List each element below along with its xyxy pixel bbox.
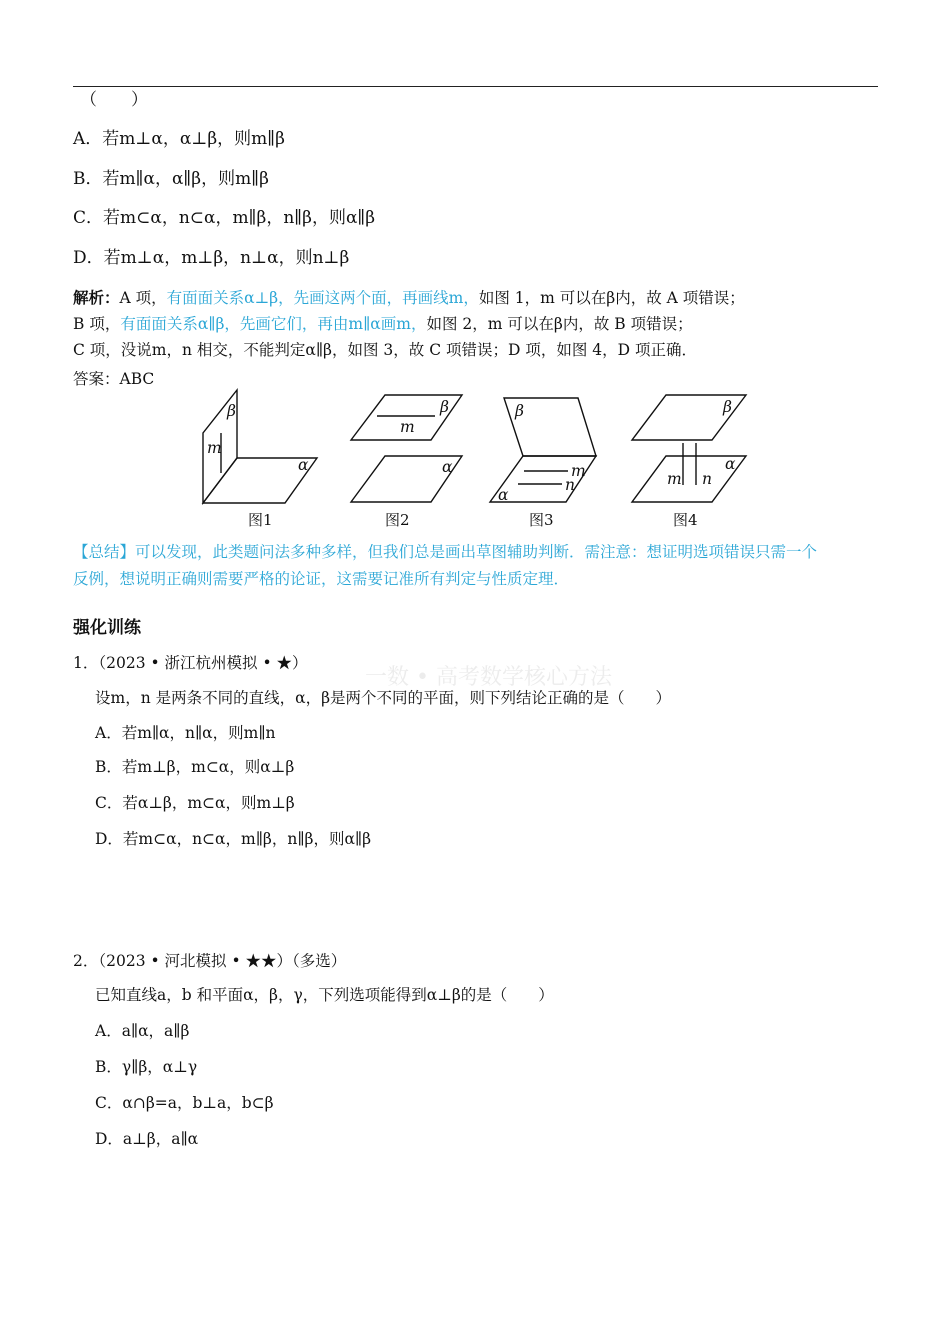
fig1-label-m: m <box>207 439 222 457</box>
analysis-text: 如图 2，m 可以在β内，故 B 项错误； <box>426 315 693 333</box>
fig4-label-n: n <box>702 470 712 488</box>
section-title: 强化训练 <box>73 618 141 638</box>
option-c: C．若m⊂α，n⊂α，m∥β，n∥β，则α∥β <box>73 208 376 228</box>
analysis-hint: 有面面关系α∥β，先画它们，再由m∥α画m， <box>120 315 427 333</box>
fig4-label-alpha: α <box>725 455 736 473</box>
analysis-line-1 <box>73 287 745 309</box>
option-a: A．若m⊥α，α⊥β，则m∥β <box>73 129 285 149</box>
answer-value: ABC <box>119 370 155 388</box>
option-d: D．若m⊥α，m⊥β，n⊥α，则n⊥β <box>73 248 350 268</box>
summary-tag: 【总结】 <box>73 543 136 561</box>
figure-2 <box>349 393 467 505</box>
q2-option-c: C．α∩β=a，b⊥a，b⊂β <box>95 1094 274 1112</box>
analysis-text: 如图 1，m 可以在β内，故 A 项错误； <box>478 289 745 307</box>
fig3-label-n: n <box>565 476 575 494</box>
analysis-text: B 项， <box>73 315 121 333</box>
fig3-label-m: m <box>571 462 586 480</box>
q1-stem: 设m，n 是两条不同的直线，α，β是两个不同的平面，则下列结论正确的是（ ） <box>95 689 672 707</box>
figure-caption-1: 图1 <box>248 511 273 529</box>
q2-stem: 已知直线a，b 和平面α，β，γ，下列选项能得到α⊥β的是（ ） <box>95 986 554 1004</box>
fig2-label-beta: β <box>440 398 449 416</box>
q1-option-d: D．若m⊂α，n⊂α，m∥β，n∥β，则α∥β <box>95 830 372 848</box>
analysis-hint: 有面面关系α⊥β，先画这两个面，再画线m， <box>166 289 479 307</box>
analysis-line-2 <box>73 313 693 335</box>
fig2-label-m: m <box>400 418 415 436</box>
answer-paren: （ ） <box>80 90 148 110</box>
figure-caption-3: 图3 <box>529 511 554 529</box>
fig1-label-beta: β <box>227 402 236 420</box>
q2-header: 2．（2023 • 河北模拟 • ★★）（多选） <box>73 952 347 970</box>
analysis-line-3: C 项，没说m，n 相交，不能判定α∥β，如图 3，故 C 项错误；D 项，如图 4，D 项正确． <box>73 341 697 359</box>
watermark: 一数 • 高考数学核心方法 <box>365 665 612 690</box>
summary-line-1 <box>73 541 817 563</box>
summary-line-2: 反例，想说明正确则需要严格的论证，这需要记准所有判定与性质定理． <box>73 570 570 588</box>
figure-4 <box>630 393 752 505</box>
q2-option-b: B．γ∥β，α⊥γ <box>95 1058 198 1076</box>
option-b: B．若m∥α，α∥β，则m∥β <box>73 169 269 189</box>
figure-caption-2: 图2 <box>385 511 410 529</box>
fig3-label-alpha: α <box>498 486 509 504</box>
q1-header: 1．（2023 • 浙江杭州模拟 • ★） <box>73 654 308 672</box>
analysis-label: 解析： <box>73 289 120 307</box>
fig1-label-alpha: α <box>298 456 309 474</box>
answer-label: 答案： <box>73 370 120 388</box>
fig2-label-alpha: α <box>442 458 453 476</box>
analysis-text: A 项， <box>119 289 167 307</box>
answer-line <box>73 368 154 390</box>
fig4-label-beta: β <box>723 398 732 416</box>
header-rule <box>73 86 878 87</box>
fig3-label-beta: β <box>515 402 524 420</box>
figure-caption-4: 图4 <box>673 511 698 529</box>
q2-option-d: D．a⊥β，a∥α <box>95 1130 199 1148</box>
q2-option-a: A．a∥α，a∥β <box>95 1022 190 1040</box>
fig4-label-m: m <box>667 470 682 488</box>
q1-option-a: A．若m∥α，n∥α，则m∥n <box>95 724 276 742</box>
summary-text: 可以发现，此类题问法多种多样，但我们总是画出草图辅助判断．需注意：想证明选项错误只需一个 <box>135 543 818 561</box>
q1-option-c: C．若α⊥β，m⊂α，则m⊥β <box>95 794 295 812</box>
q1-option-b: B．若m⊥β，m⊂α，则α⊥β <box>95 758 295 776</box>
